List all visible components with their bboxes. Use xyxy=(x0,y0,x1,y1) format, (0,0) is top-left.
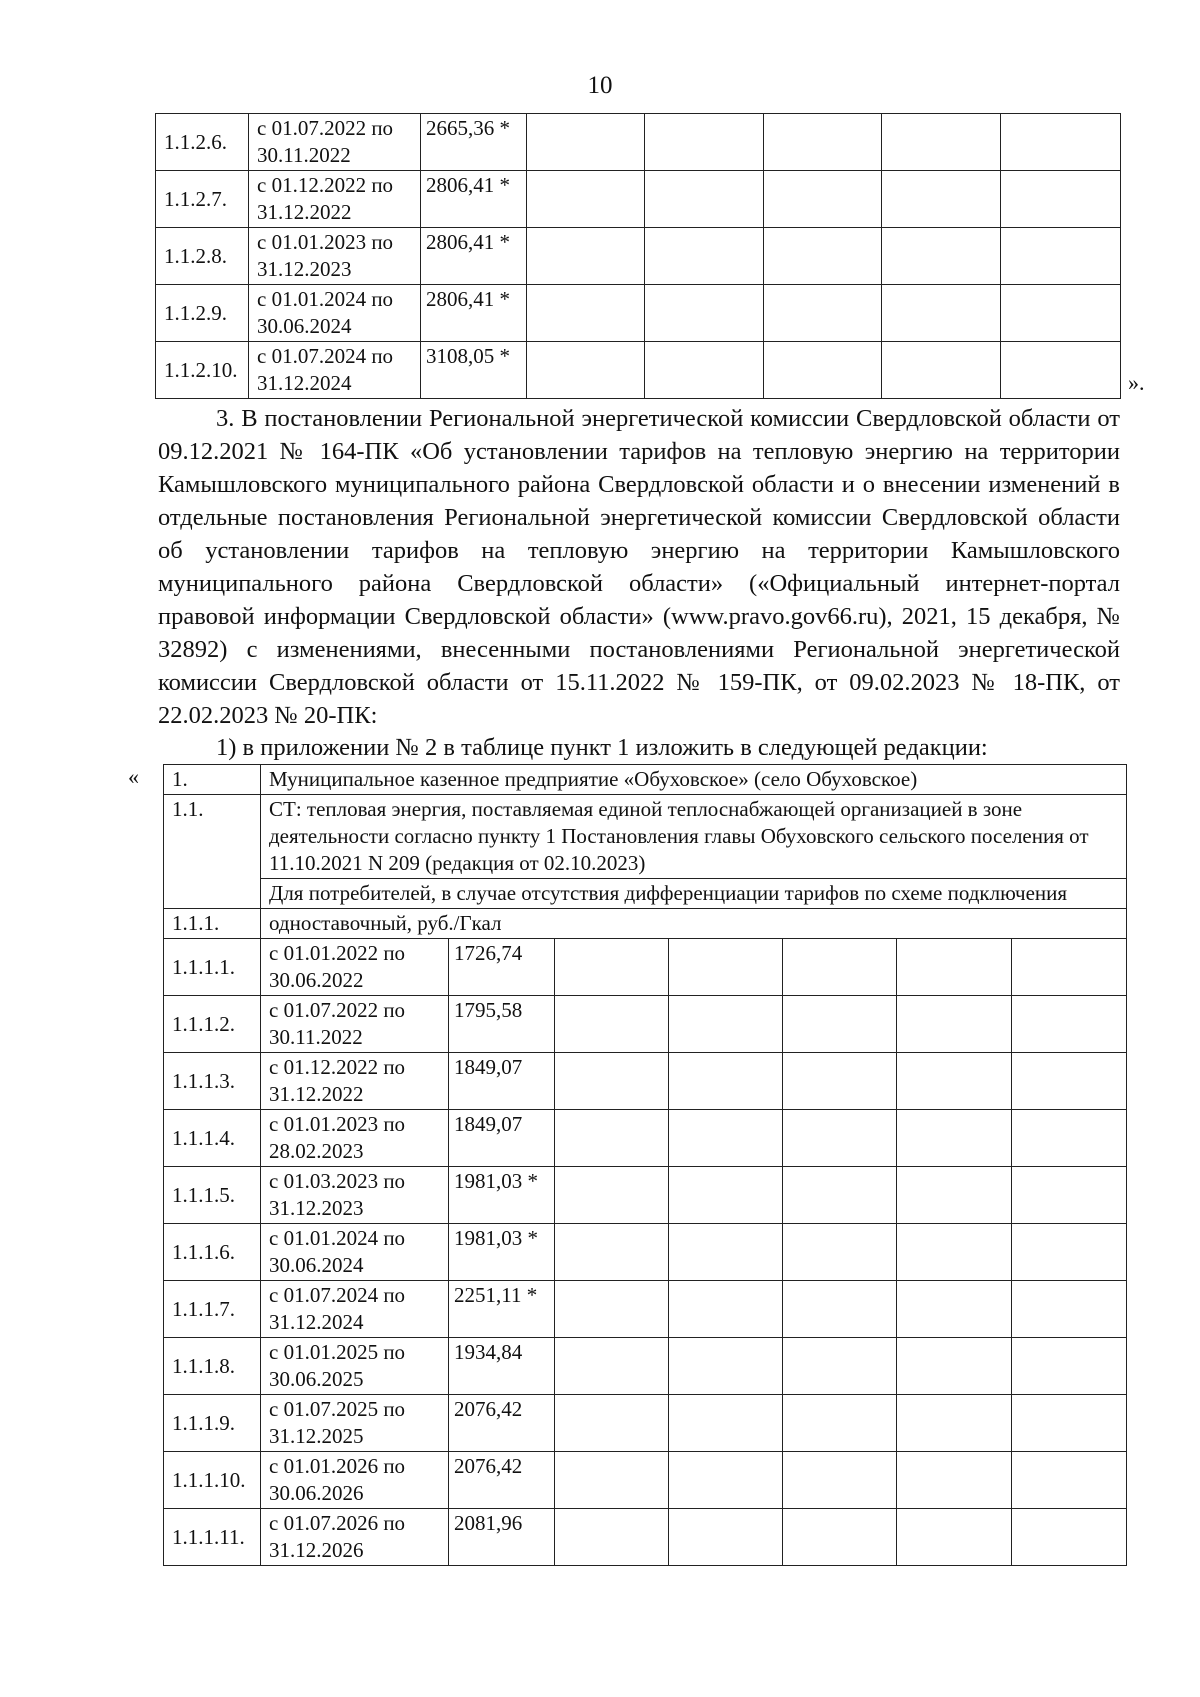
row-num: 1.1.1.2. xyxy=(164,996,261,1053)
empty-cell xyxy=(882,285,1001,342)
table-row xyxy=(164,939,1127,996)
row-value: 2076,42 xyxy=(449,1452,555,1509)
empty-cell xyxy=(669,1509,783,1566)
tariff-num: 1.1.1. xyxy=(164,909,261,939)
tariff-table-obukhovskoe xyxy=(163,764,1127,1566)
table-row xyxy=(156,171,1121,228)
empty-cell xyxy=(555,1053,669,1110)
empty-cell xyxy=(882,171,1001,228)
empty-cell xyxy=(669,1338,783,1395)
empty-cell xyxy=(764,285,882,342)
table-row xyxy=(156,342,1121,399)
row-period: с 01.01.2026 по 30.06.2026 xyxy=(261,1452,449,1509)
table-row xyxy=(156,228,1121,285)
empty-cell xyxy=(897,1281,1012,1338)
empty-cell xyxy=(555,939,669,996)
row-num: 1.1.1.9. xyxy=(164,1395,261,1452)
empty-cell xyxy=(1012,1110,1127,1167)
table-row xyxy=(164,1224,1127,1281)
row-period: с 01.01.2022 по 30.06.2022 xyxy=(261,939,449,996)
empty-cell xyxy=(1001,342,1121,399)
empty-cell xyxy=(555,1281,669,1338)
row-num: 1.1.1.4. xyxy=(164,1110,261,1167)
row-num: 1.1.2.6. xyxy=(156,114,249,171)
empty-cell xyxy=(764,114,882,171)
empty-cell xyxy=(669,1053,783,1110)
empty-cell xyxy=(555,1110,669,1167)
org-num: 1. xyxy=(164,765,261,795)
empty-cell xyxy=(1012,1509,1127,1566)
row-value: 2251,11 * xyxy=(449,1281,555,1338)
row-num: 1.1.1.11. xyxy=(164,1509,261,1566)
empty-cell xyxy=(1012,1281,1127,1338)
table-row xyxy=(164,1395,1127,1452)
empty-cell xyxy=(555,996,669,1053)
empty-cell xyxy=(1012,1053,1127,1110)
empty-cell xyxy=(1012,1395,1127,1452)
table-row xyxy=(156,285,1121,342)
empty-cell xyxy=(669,939,783,996)
row-value: 1849,07 xyxy=(449,1110,555,1167)
section-row xyxy=(164,795,1127,879)
row-value: 1795,58 xyxy=(449,996,555,1053)
tariff-type: одноставочный, руб./Гкал xyxy=(261,909,1127,939)
empty-cell xyxy=(897,996,1012,1053)
opening-quote: « xyxy=(128,764,139,789)
row-period: с 01.07.2024 по 31.12.2024 xyxy=(249,342,421,399)
empty-cell xyxy=(669,996,783,1053)
row-num: 1.1.2.10. xyxy=(156,342,249,399)
row-value: 3108,05 * xyxy=(421,342,527,399)
empty-cell xyxy=(1012,1452,1127,1509)
table-row xyxy=(164,1338,1127,1395)
table-row xyxy=(164,1452,1127,1509)
empty-cell xyxy=(897,1395,1012,1452)
row-period: с 01.07.2024 по 31.12.2024 xyxy=(261,1281,449,1338)
empty-cell xyxy=(783,1110,897,1167)
empty-cell xyxy=(669,1167,783,1224)
empty-cell xyxy=(669,1452,783,1509)
row-num: 1.1.1.1. xyxy=(164,939,261,996)
empty-cell xyxy=(527,228,645,285)
row-value: 2806,41 * xyxy=(421,171,527,228)
empty-cell xyxy=(1012,1224,1127,1281)
empty-cell xyxy=(783,1281,897,1338)
empty-cell xyxy=(783,1509,897,1566)
row-num: 1.1.1.10. xyxy=(164,1452,261,1509)
empty-cell xyxy=(527,285,645,342)
empty-cell xyxy=(555,1338,669,1395)
row-value: 1849,07 xyxy=(449,1053,555,1110)
table-row xyxy=(164,1053,1127,1110)
empty-cell xyxy=(897,1053,1012,1110)
empty-cell xyxy=(669,1110,783,1167)
row-period: с 01.01.2023 по 28.02.2023 xyxy=(261,1110,449,1167)
empty-cell xyxy=(783,1338,897,1395)
row-period: с 01.01.2024 по 30.06.2024 xyxy=(261,1224,449,1281)
table-row xyxy=(164,1110,1127,1167)
empty-cell xyxy=(897,1167,1012,1224)
consumers-row xyxy=(164,879,1127,909)
row-period: с 01.07.2025 по 31.12.2025 xyxy=(261,1395,449,1452)
empty-cell xyxy=(669,1395,783,1452)
empty-cell xyxy=(645,228,764,285)
tariff-table-continued xyxy=(155,113,1121,399)
empty-cell xyxy=(527,171,645,228)
empty-cell xyxy=(527,342,645,399)
row-num: 1.1.1.7. xyxy=(164,1281,261,1338)
row-period: с 01.12.2022 по 31.12.2022 xyxy=(261,1053,449,1110)
row-period: с 01.07.2022 по 30.11.2022 xyxy=(249,114,421,171)
section-num: 1.1. xyxy=(164,795,261,909)
empty-cell xyxy=(783,996,897,1053)
row-period: с 01.07.2026 по 31.12.2026 xyxy=(261,1509,449,1566)
tariff-type-row xyxy=(164,909,1127,939)
empty-cell xyxy=(882,114,1001,171)
row-num: 1.1.1.5. xyxy=(164,1167,261,1224)
empty-cell xyxy=(897,1110,1012,1167)
empty-cell xyxy=(783,1452,897,1509)
empty-cell xyxy=(555,1395,669,1452)
row-value: 2081,96 xyxy=(449,1509,555,1566)
empty-cell xyxy=(882,228,1001,285)
row-value: 1726,74 xyxy=(449,939,555,996)
row-value: 1934,84 xyxy=(449,1338,555,1395)
row-value: 1981,03 * xyxy=(449,1224,555,1281)
table-row xyxy=(164,1167,1127,1224)
table-row xyxy=(156,114,1121,171)
row-period: с 01.03.2023 по 31.12.2023 xyxy=(261,1167,449,1224)
empty-cell xyxy=(783,1395,897,1452)
row-period: с 01.01.2023 по 31.12.2023 xyxy=(249,228,421,285)
empty-cell xyxy=(897,1338,1012,1395)
page-number: 10 xyxy=(587,72,613,99)
empty-cell xyxy=(764,228,882,285)
subparagraph-1: 1) в приложении № 2 в таблице пункт 1 изложить в следующей редакции: xyxy=(216,734,988,761)
org-name: Муниципальное казенное предприятие «Обуховское» (село Обуховское) xyxy=(261,765,1127,795)
org-row xyxy=(164,765,1127,795)
row-num: 1.1.1.8. xyxy=(164,1338,261,1395)
table-row xyxy=(164,1509,1127,1566)
empty-cell xyxy=(1001,171,1121,228)
empty-cell xyxy=(783,939,897,996)
empty-cell xyxy=(1001,114,1121,171)
empty-cell xyxy=(783,1224,897,1281)
empty-cell xyxy=(1012,939,1127,996)
consumers-desc: Для потребителей, в случае отсутствия дифференциации тарифов по схеме подключения xyxy=(261,879,1127,909)
empty-cell xyxy=(1001,228,1121,285)
empty-cell xyxy=(669,1224,783,1281)
empty-cell xyxy=(645,114,764,171)
row-period: с 01.07.2022 по 30.11.2022 xyxy=(261,996,449,1053)
row-num: 1.1.2.7. xyxy=(156,171,249,228)
empty-cell xyxy=(555,1224,669,1281)
row-period: с 01.01.2024 по 30.06.2024 xyxy=(249,285,421,342)
empty-cell xyxy=(645,342,764,399)
empty-cell xyxy=(645,285,764,342)
empty-cell xyxy=(555,1509,669,1566)
table-row xyxy=(164,996,1127,1053)
empty-cell xyxy=(882,342,1001,399)
empty-cell xyxy=(783,1053,897,1110)
row-value: 2665,36 * xyxy=(421,114,527,171)
empty-cell xyxy=(1012,1167,1127,1224)
empty-cell xyxy=(897,1224,1012,1281)
row-value: 2806,41 * xyxy=(421,285,527,342)
row-value: 2076,42 xyxy=(449,1395,555,1452)
table-row xyxy=(164,1281,1127,1338)
empty-cell xyxy=(1001,285,1121,342)
empty-cell xyxy=(555,1452,669,1509)
empty-cell xyxy=(1012,996,1127,1053)
empty-cell xyxy=(764,342,882,399)
row-num: 1.1.2.8. xyxy=(156,228,249,285)
empty-cell xyxy=(527,114,645,171)
empty-cell xyxy=(783,1167,897,1224)
row-value: 1981,03 * xyxy=(449,1167,555,1224)
closing-quote: ». xyxy=(1128,370,1145,395)
empty-cell xyxy=(669,1281,783,1338)
empty-cell xyxy=(764,171,882,228)
row-num: 1.1.2.9. xyxy=(156,285,249,342)
empty-cell xyxy=(1012,1338,1127,1395)
paragraph-3: 3. В постановлении Региональной энергетической комиссии Свердловской области от 09.12.2021 № 164-ПК «Об установлении тарифов на тепловую энергию на территории Камышловского муниципального района Свердловской области и о внесении изменений в отдельные постановления Региональной энергетической комиссии Свердловской области об установлении тарифов на тепловую энергию на территории Камышловского муниципального района Свердловской области» («Официальный интернет-портал правовой информации Свердловской области» (www.pravo.gov66.ru), 2021, 15 декабря, № 32892) с изменениями, внесенными постановлениями Региональной энергетической комиссии Свердловской области от 15.11.2022 № 159-ПК, от 09.02.2023 № 18-ПК, от 22.02.2023 № 20-ПК: xyxy=(158,405,1120,729)
section-desc: СТ: тепловая энергия, поставляемая единой теплоснабжающей организацией в зоне деятельности согласно пункту 1 Постановления главы Обуховского сельского поселения от 11.10.2021 N 209 (редакция от 02.10.2023) xyxy=(261,795,1127,879)
empty-cell xyxy=(897,1509,1012,1566)
empty-cell xyxy=(897,939,1012,996)
empty-cell xyxy=(897,1452,1012,1509)
row-period: с 01.12.2022 по 31.12.2022 xyxy=(249,171,421,228)
row-value: 2806,41 * xyxy=(421,228,527,285)
row-num: 1.1.1.6. xyxy=(164,1224,261,1281)
row-num: 1.1.1.3. xyxy=(164,1053,261,1110)
empty-cell xyxy=(645,171,764,228)
row-period: с 01.01.2025 по 30.06.2025 xyxy=(261,1338,449,1395)
empty-cell xyxy=(555,1167,669,1224)
